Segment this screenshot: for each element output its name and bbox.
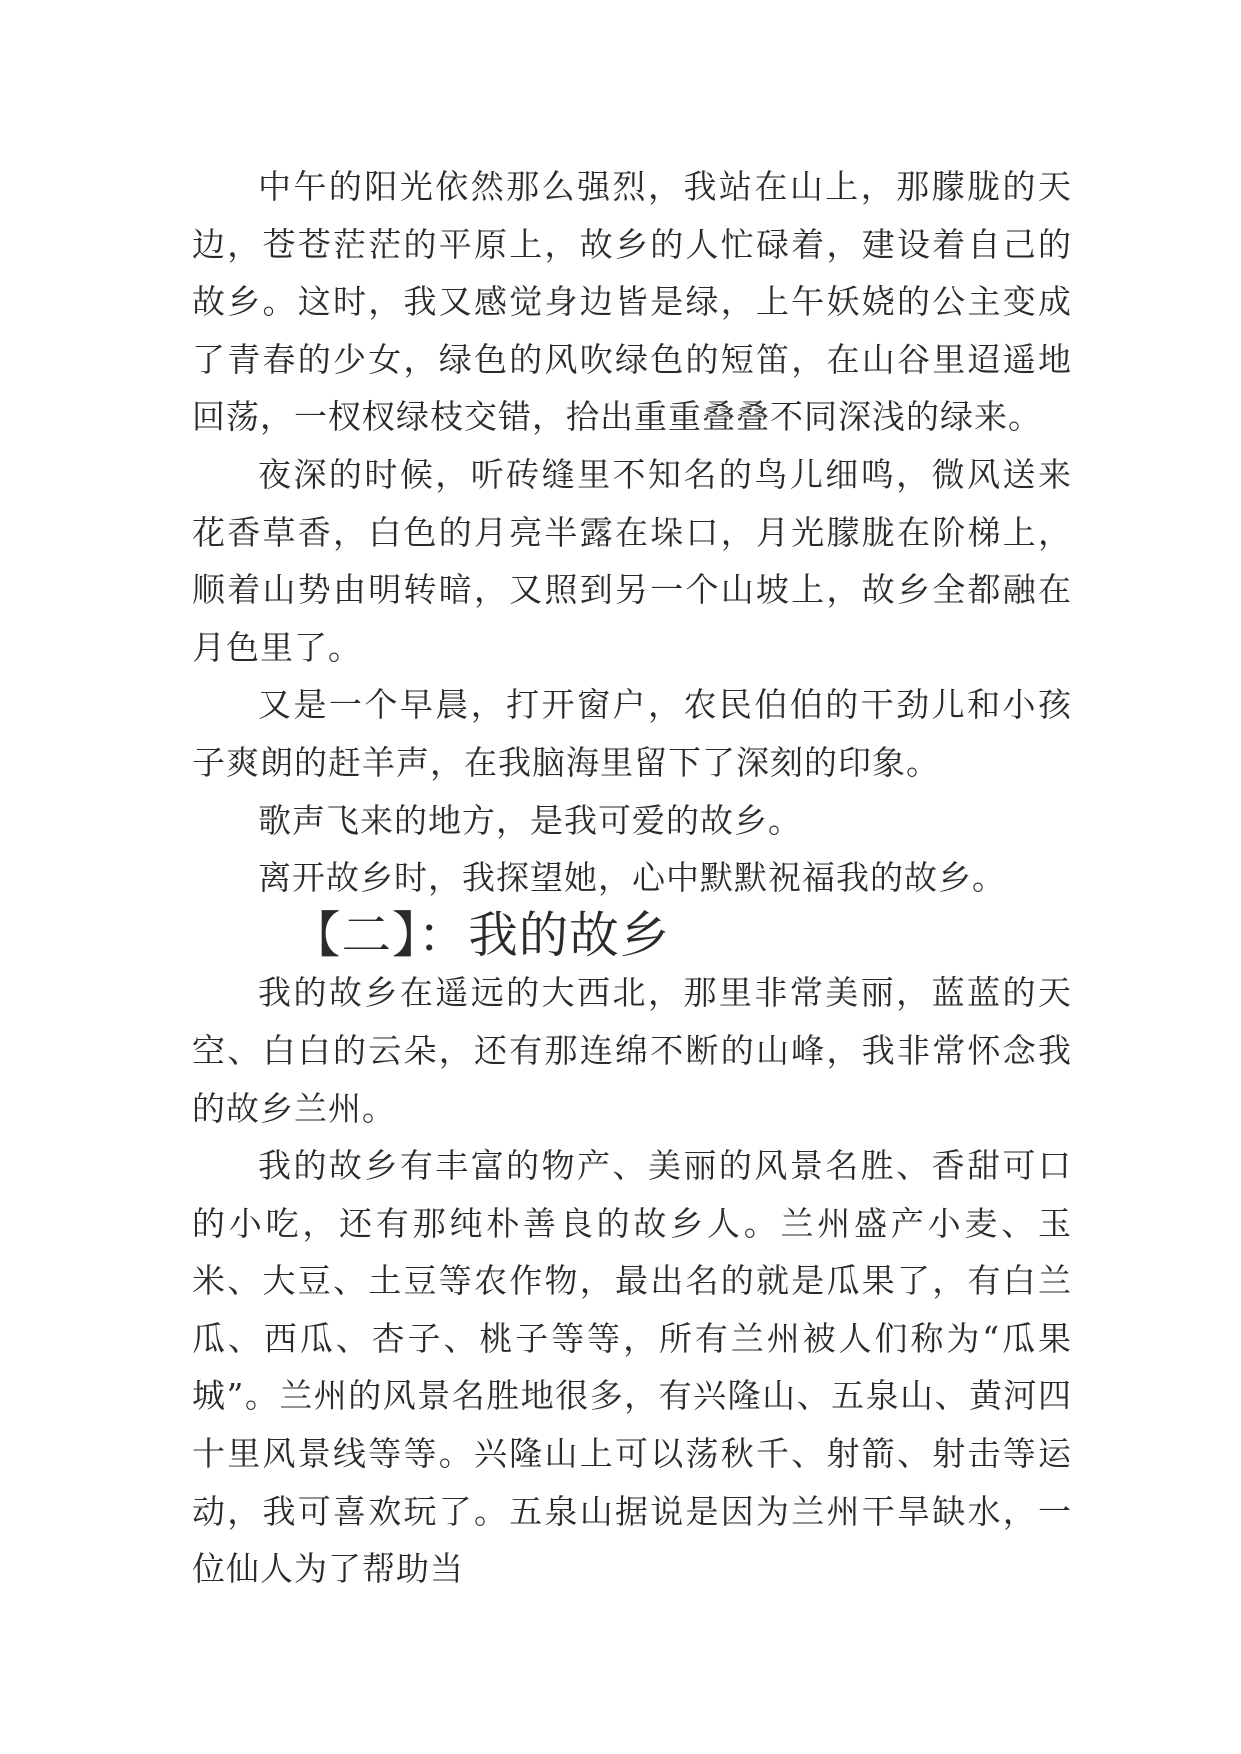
paragraph-morning: 又是一个早晨，打开窗户，农民伯伯的干劲儿和小孩子爽朗的赶羊声，在我脑海里留下了深刻的印象。 [192,685,1072,782]
paragraph-noon-sunlight: 中午的阳光依然那么强烈，我站在山上，那朦胧的天边，苍苍茫茫的平原上，故乡的人忙碌着，建设着自己的故乡。这时，我又感觉身边皆是绿，上午妖娆的公主变成了青春的少女，绿色的风吹绿色的短笛，在山谷里迢遥地回荡，一杈杈绿枝交错，拾出重重叠叠不同深浅的绿来。 [192,167,1072,437]
paragraph-singing: 歌声飞来的地方，是我可爱的故乡。 [258,800,802,840]
paragraph-hometown-products: 我的故乡有丰富的物产、美丽的风景名胜、香甜可口的小吃，还有那纯朴善良的故乡人。兰州盛产小麦、玉米、大豆、土豆等农作物，最出名的就是瓜果了，有白兰瓜、西瓜、杏子、桃子等等，所有兰州被人们称为“瓜果城”。兰州的风景名胜地很多，有兴隆山、五泉山、黄河四十里风景线等等。兴隆山上可以荡秋千、射箭、射击等运动，我可喜欢玩了。五泉山据说是因为兰州干旱缺水，一位仙人为了帮助当 [192,1146,1072,1589]
paragraph-night: 夜深的时候，听砖缝里不知名的鸟儿细鸣，微风送来花香草香，白色的月亮半露在垛口，月光朦胧在阶梯上，顺着山势由明转暗，又照到另一个山坡上，故乡全都融在月色里了。 [192,454,1072,667]
section-heading: 【二】：我的故乡 [291,905,671,964]
document-body [192,158,1072,1598]
paragraph-hometown-intro: 我的故乡在遥远的大西北，那里非常美丽，蓝蓝的天空、白白的云朵，还有那连绵不断的山峰，我非常怀念我的故乡兰州。 [192,973,1072,1128]
paragraph-leaving: 离开故乡时，我探望她，心中默默祝福我的故乡。 [258,858,1006,898]
